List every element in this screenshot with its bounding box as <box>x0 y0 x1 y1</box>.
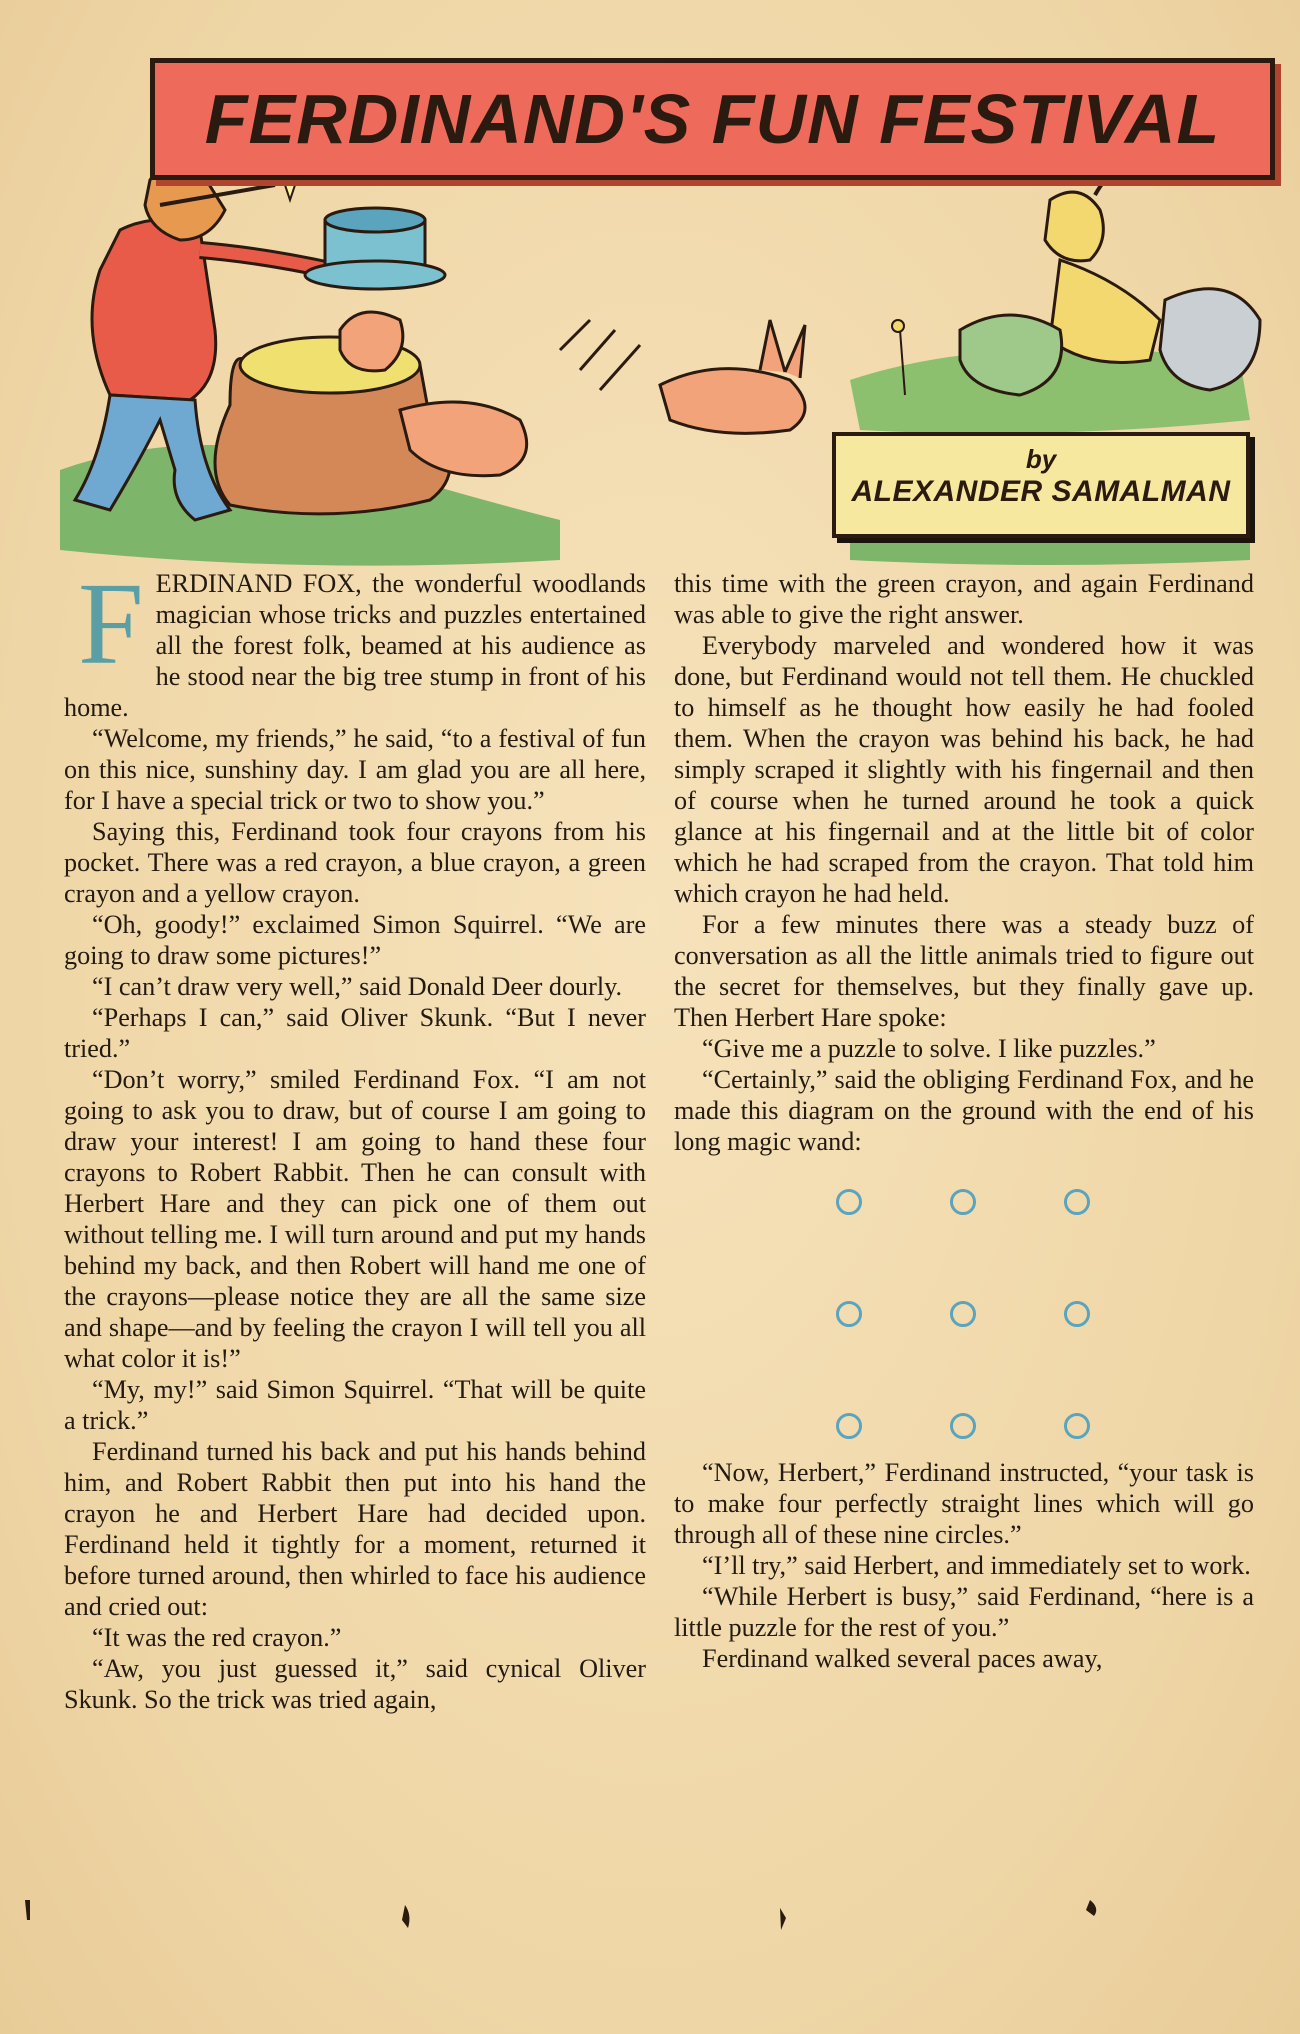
print-marks <box>0 1880 1300 2020</box>
fox-jacket <box>92 220 216 400</box>
puzzle-circle <box>950 1413 976 1439</box>
paragraph: “Now, Herbert,” Ferdinand instructed, “your task is to make four perfectly straight lines which will go through all of these nine circles.” <box>674 1458 1254 1549</box>
byline-by: by <box>1025 444 1057 474</box>
paragraph: “Don’t worry,” smiled Ferdinand Fox. “I am not going to ask you to draw, but of course I am going to draw your interest! I am going to hand these four crayons to Robert Rabbit. Then he can consult with Herbert Hare and they can pick one of them out without telling me. I will turn around and put my hands behind my back, and then Robert will hand me one of the crayons—please notice they are all the same size and shape—and by feeling the crayon I will tell you all what color it is!” <box>64 1065 646 1373</box>
motion-lines <box>560 320 640 390</box>
title-banner <box>150 58 1275 180</box>
paragraph: “Aw, you just guessed it,” said cynical Oliver Skunk. So the trick was tried again, <box>64 1654 646 1714</box>
paragraph: “Perhaps I can,” said Oliver Skunk. “But I never tried.” <box>64 1003 646 1063</box>
puzzle-circle <box>1064 1301 1090 1327</box>
print-mark <box>1086 1900 1096 1916</box>
puzzle-circle <box>836 1413 862 1439</box>
print-mark <box>780 1908 786 1930</box>
nine-circle-puzzle <box>674 1157 1254 1457</box>
paragraph: Saying this, Ferdinand took four crayons from his pocket. There was a red crayon, a blue crayon, a green crayon and a yellow crayon. <box>64 817 646 908</box>
print-mark <box>402 1905 409 1928</box>
paragraph: “Certainly,” said the obliging Ferdinand Fox, and he made this diagram on the ground with the end of his long magic wand: <box>674 1065 1254 1156</box>
puzzle-circle <box>836 1301 862 1327</box>
squirrel <box>1160 289 1260 390</box>
byline-box <box>832 432 1250 538</box>
top-hat-top <box>325 208 425 232</box>
paragraph: “While Herbert is busy,” said Ferdinand, “here is a little puzzle for the rest of you.” <box>674 1582 1254 1642</box>
puzzle-circle <box>1064 1413 1090 1439</box>
paragraph: “Oh, goody!” exclaimed Simon Squirrel. “We are going to draw some pictures!” <box>64 910 646 970</box>
print-mark <box>25 1900 30 1920</box>
opening-paragraph <box>64 558 646 723</box>
paragraph: “It was the red crayon.” <box>92 1623 342 1652</box>
paragraph: Ferdinand walked several paces away, <box>702 1644 1103 1673</box>
article-column-left <box>64 558 646 1715</box>
hopping-rabbit <box>660 369 805 434</box>
byline-author: ALEXANDER SAMALMAN <box>851 475 1231 508</box>
puzzle-circle <box>836 1189 862 1215</box>
flower-head <box>892 320 904 332</box>
paragraph: Ferdinand turned his back and put his hands behind him, and Robert Rabbit then put into his hand the crayon he and Herbert Hare had decided upon. Ferdinand held it tightly for a moment, returned it before turned around, then whirled to face his audience and cried out: <box>64 1437 646 1621</box>
paragraph: “Give me a puzzle to solve. I like puzzles.” <box>702 1034 1156 1063</box>
hopping-rabbit-ears <box>760 320 805 378</box>
paragraph-continued: this time with the green crayon, and again Ferdinand was able to give the right answer. <box>674 569 1254 629</box>
puzzle-circle <box>950 1189 976 1215</box>
drop-cap: F <box>78 558 144 689</box>
page-title: FERDINAND'S FUN FESTIVAL <box>204 80 1221 158</box>
deer-head <box>1045 192 1103 261</box>
rabbit-on-stump <box>340 312 403 371</box>
top-hat-brim <box>305 261 445 289</box>
paragraph: “I’ll try,” said Herbert, and immediately set to work. <box>702 1551 1251 1580</box>
article-column-right <box>674 568 1254 1674</box>
paragraph: “My, my!” said Simon Squirrel. “That will be quite a trick.” <box>64 1375 646 1435</box>
paragraph: Everybody marveled and wondered how it was done, but Ferdinand would not tell them. He chuckled to himself as he thought how easily he had fooled them. When the crayon was behind his back, he had simply scraped it slightly with his fingernail and then of course when he turned around he took a quick glance at his fingernail and at the little bit of color which he had scraped from the crayon. That told him which crayon he had held. <box>674 631 1254 908</box>
paragraph: For a few minutes there was a steady buzz of conversation as all the little animals tried to figure out the secret for themselves, but they finally gave up. Then Herbert Hare spoke: <box>674 910 1254 1032</box>
puzzle-circle <box>950 1301 976 1327</box>
paragraph: “I can’t draw very well,” said Donald Deer dourly. <box>92 972 623 1001</box>
deer-body <box>1050 260 1160 363</box>
paragraph-text: ERDINAND FOX, the wonderful woodlands magician whose tricks and puzzles entertained all the forest folk, beamed at his audience as he stood near the big tree stump in front of his home. <box>64 569 646 722</box>
paragraph: “Welcome, my friends,” he said, “to a festival of fun on this nice, sunshiny day. I am glad you are all here, for I have a special trick or two to show you.” <box>64 724 646 815</box>
puzzle-circle <box>1064 1189 1090 1215</box>
